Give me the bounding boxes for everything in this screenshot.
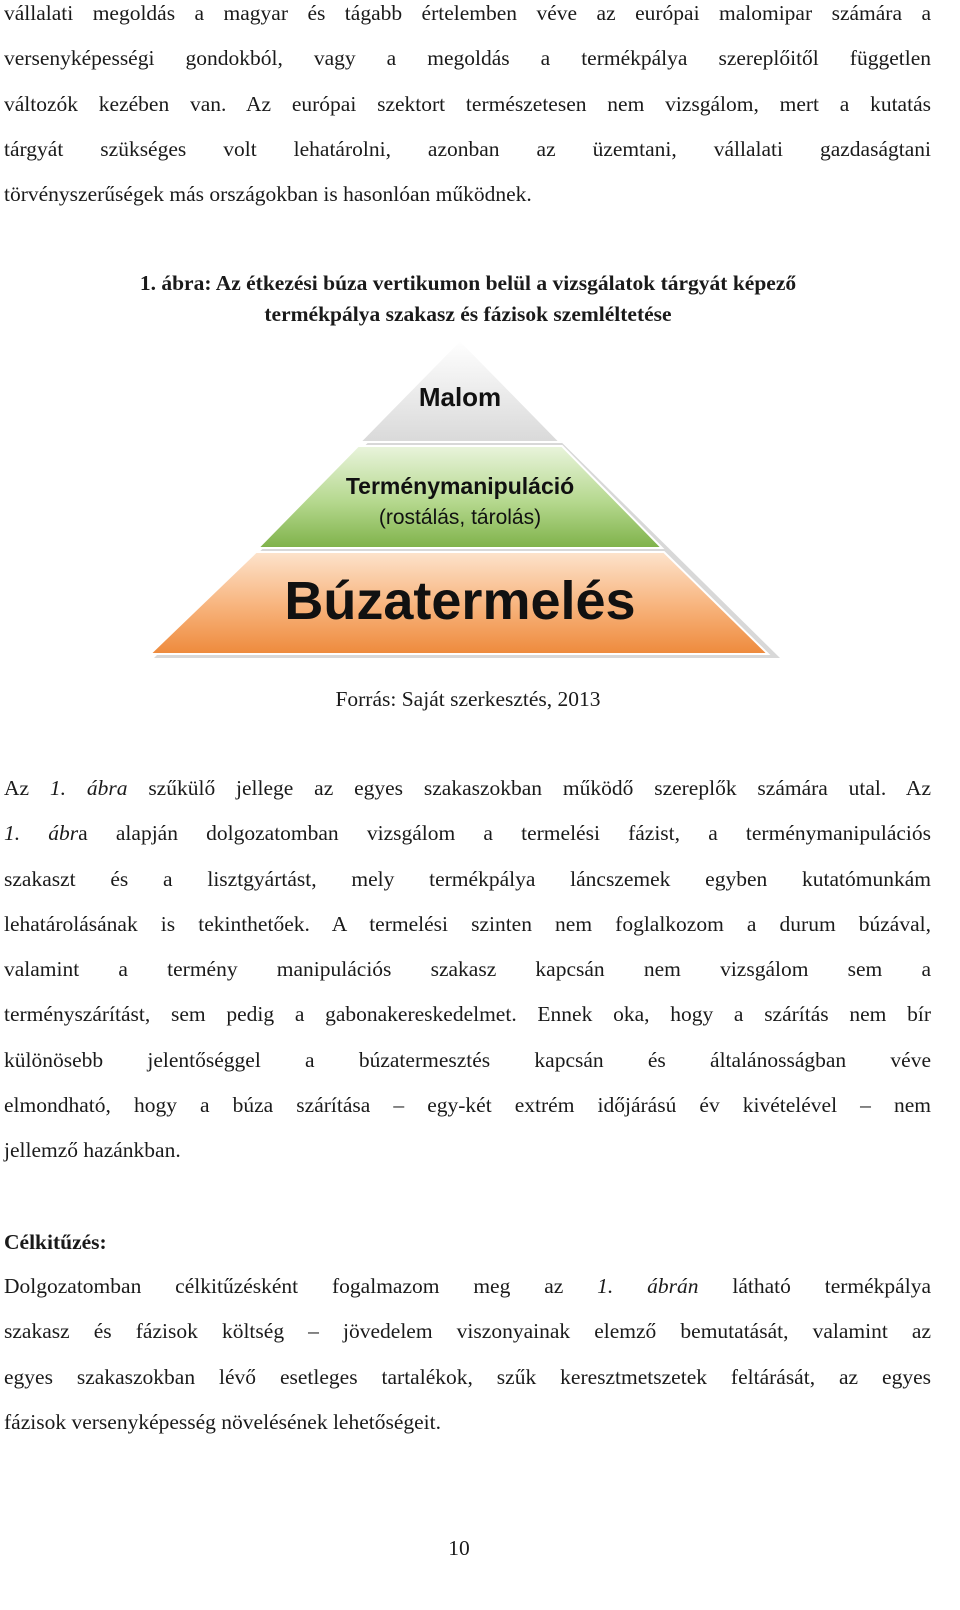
goals-paragraph	[4, 1264, 931, 1445]
figure-caption	[0, 268, 936, 330]
pyramid-top-label: Malom	[418, 382, 502, 412]
text-line: versenyképességi gondokból, vagy a megoldás a termékpálya szereplőitől független	[4, 46, 931, 71]
text-line: szakaszt és a lisztgyártást, mely termékpálya láncszemek egyben kutatómunkám	[4, 866, 931, 891]
text-line	[4, 1264, 931, 1309]
text-line: változók kezében van. Az európai szektort természetesen nem vizsgálom, mert a kutatás	[4, 91, 931, 116]
text-line: szakasz és fázisok költség – jövedelem viszonyainak elemző bemutatását, valamint az	[4, 1319, 931, 1344]
text-line: terményszárítást, sem pedig a gabonakereskedelmet. Ennek oka, hogy a szárítás nem bír	[4, 1002, 931, 1027]
figure-caption-line: 1. ábra: Az étkezési búza vertikumon belül a vizsgálatok tárgyát képező	[139, 271, 797, 295]
text-run: a alapján dolgozatomban vizsgálom a termelési fázist, a terménymanipulációs	[78, 821, 931, 846]
text-line: törvényszerűségek más országokban is hasonlóan működnek.	[4, 182, 532, 207]
figure-source: Forrás: Saját szerkesztés, 2013	[335, 687, 601, 711]
pyramid-middle-label: Terménymanipuláció	[345, 473, 575, 499]
text-line	[4, 811, 931, 856]
text-line: jellemző hazánkban.	[4, 1138, 181, 1163]
intro-paragraph	[4, 0, 931, 217]
pyramid-bottom-label: Búzatermelés	[284, 571, 636, 631]
figure-reference: 1. ábrán	[597, 1274, 699, 1298]
text-line: valamint a termény manipulációs szakasz kapcsán nem vizsgálom sem a	[4, 957, 931, 982]
figure-reference: 1. ábr	[4, 821, 79, 846]
text-line: lehatárolásának is tekinthetőek. A termelési szinten nem foglalkozom a durum búzával,	[4, 911, 931, 936]
figure-reference: 1. ábra	[49, 776, 128, 800]
text-run: Az	[4, 776, 50, 800]
section-heading: Célkitűzés:	[4, 1230, 107, 1254]
text-run: szűkülő jellege az egyes szakaszokban működő szereplők számára utal. Az	[127, 776, 931, 800]
text-line: fázisok versenyképesség növelésének lehetőségeit.	[4, 1409, 442, 1434]
text-line: különösebb jelentőséggel a búzatermesztés kapcsán és általánosságban véve	[4, 1047, 931, 1072]
pyramid-middle-sublabel: (rostálás, tárolás)	[378, 506, 542, 529]
page-number: 10	[448, 1536, 470, 1560]
pyramid-diagram	[140, 336, 785, 666]
body-paragraph	[4, 766, 931, 1174]
text-line: vállalati megoldás a magyar és tágabb értelemben véve az európai malomipar számára a	[4, 1, 931, 25]
text-line	[4, 766, 931, 811]
text-line: tárgyát szükséges volt lehatárolni, azonban az üzemtani, vállalati gazdaságtani	[4, 136, 931, 161]
text-run: Dolgozatomban célkitűzésként fogalmazom meg az	[4, 1274, 598, 1298]
figure-caption-line: termékpálya szakasz és fázisok szemléltetése	[264, 302, 672, 326]
text-run: látható termékpálya	[698, 1274, 931, 1298]
text-line: egyes szakaszokban lévő esetleges tartalékok, szűk keresztmetszetek feltárását, az egyes	[4, 1364, 931, 1389]
text-line: elmondható, hogy a búza szárítása – egy-két extrém időjárású év kivételével – nem	[4, 1093, 931, 1118]
